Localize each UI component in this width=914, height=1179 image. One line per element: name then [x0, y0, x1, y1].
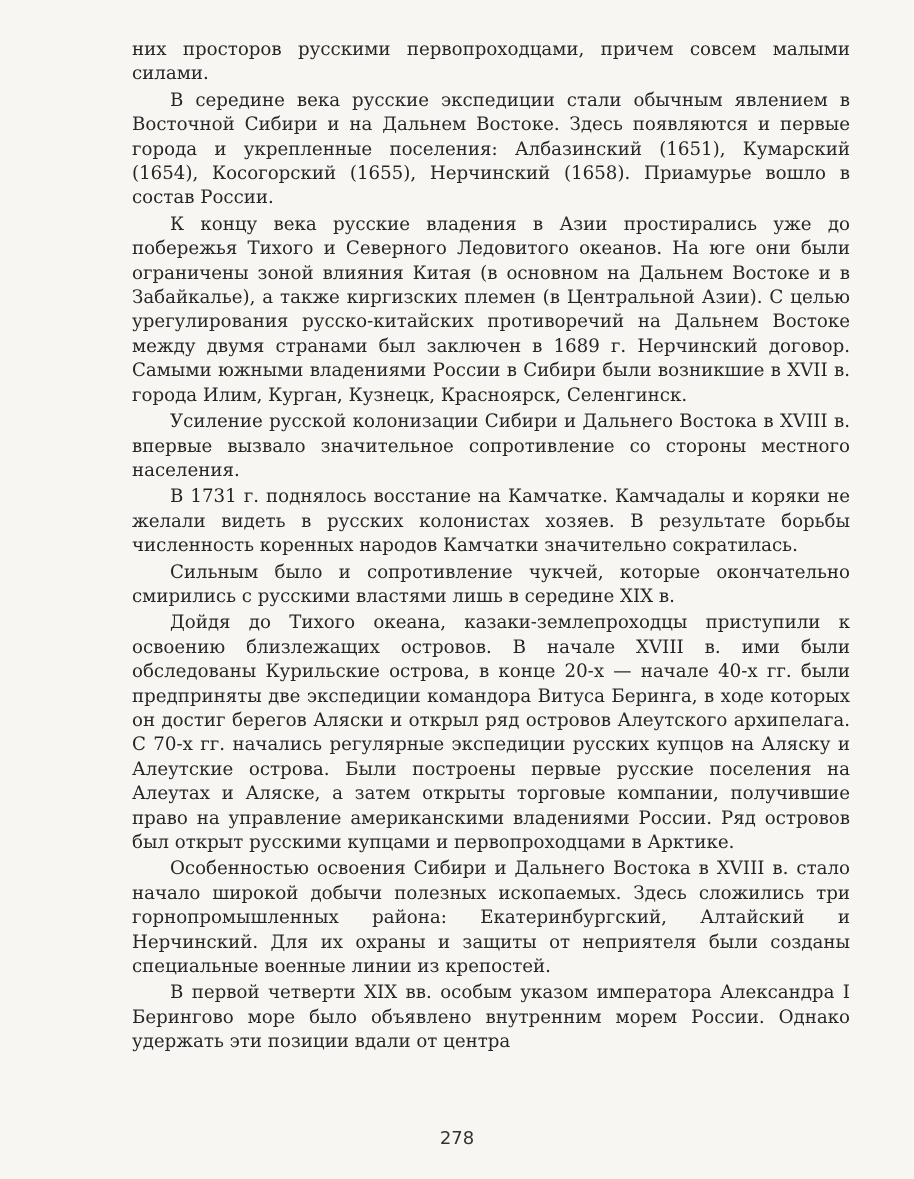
paragraph-mid-century-expeditions: В середине века русские экспедиции стали обычным явлением в Восточной Сибири и на Дальнем Востоке. Здесь появляются и первые города и укрепленные поселения: Албазинский (1651), Кумарский (1654), Косогорский (1655), Нерчинский (1658). Приамурье вошло в состав России.: [132, 89, 850, 209]
paragraph-kamchatka-uprising: В 1731 г. поднялось восстание на Камчатке. Камчадалы и коряки не желали видеть в русских колонистах хозяев. В результате борьбы численность коренных народов Камчатки значительно сократилась.: [132, 486, 850, 557]
paragraph-mining-regions: Особенностью освоения Сибири и Дальнего Востока в XVIII в. стало начало широкой добычи полезных ископаемых. Здесь сложились три горнопромышленных района: Екатеринбургский, Алтайский и Нерчинский. Для их охраны и защиты от неприятеля были созданы специальные военные линии из крепостей.: [132, 858, 850, 978]
paragraph-colonization-resistance: Усиление русской колонизации Сибири и Дальнего Востока в XVIII в. впервые вызвало значительное сопротивление со стороны местного населения.: [132, 411, 850, 481]
paragraph-islands-exploration: Дойдя до Тихого океана, казаки-землепроходцы приступили к освоению близлежащих островов. В начале XVIII в. ими были обследованы Курильские острова, в конце 20-х — начале 40-х гг. были предприняты две экспедиции командора Витуса Беринга, в ходе которых он достиг берегов Аляски и открыл ряд островов Алеутского архипелага. С 70-х гг. начались регулярные экспедиции русских купцов на Аляску и Алеутские острова. Были построены первые русские поселения на Алеутах и Аляске, а затем открыты торговые компании, получившие право на управление американскими владениями России. Ряд островов был открыт русскими купцами и первопроходцами в Арктике.: [132, 612, 850, 853]
page-number: 278: [439, 1128, 475, 1149]
paragraph-chukchi-resistance: Сильным было и сопротивление чукчей, которые окончательно смирились с русскими властями лишь в середине XIX в.: [132, 561, 850, 607]
page-text-block: [132, 38, 850, 1057]
paragraph-continuation: них просторов русскими первопроходцами, причем совсем малыми силами.: [132, 39, 850, 85]
paragraph-bering-sea-decree: В первой четверти XIX вв. особым указом императора Александра I Берингово море было объявлено внутренним морем России. Однако удержать эти позиции вдали от центра: [132, 982, 850, 1053]
paragraph-end-of-century-possessions: К концу века русские владения в Азии простирались уже до побережья Тихого и Северного Ледовитого океанов. На юге они были ограничены зоной влияния Китая (в основном на Дальнем Востоке и в Забайкалье), а также киргизских племен (в Центральной Азии). С целью урегулирования русско-китайских противоречий на Дальнем Востоке между двумя странами был заключен в 1689 г. Нерчинский договор. Самыми южными владениями России в Сибири были возникшие в XVII в. города Илим, Курган, Кузнецк, Красноярск, Селенгинск.: [132, 213, 850, 406]
